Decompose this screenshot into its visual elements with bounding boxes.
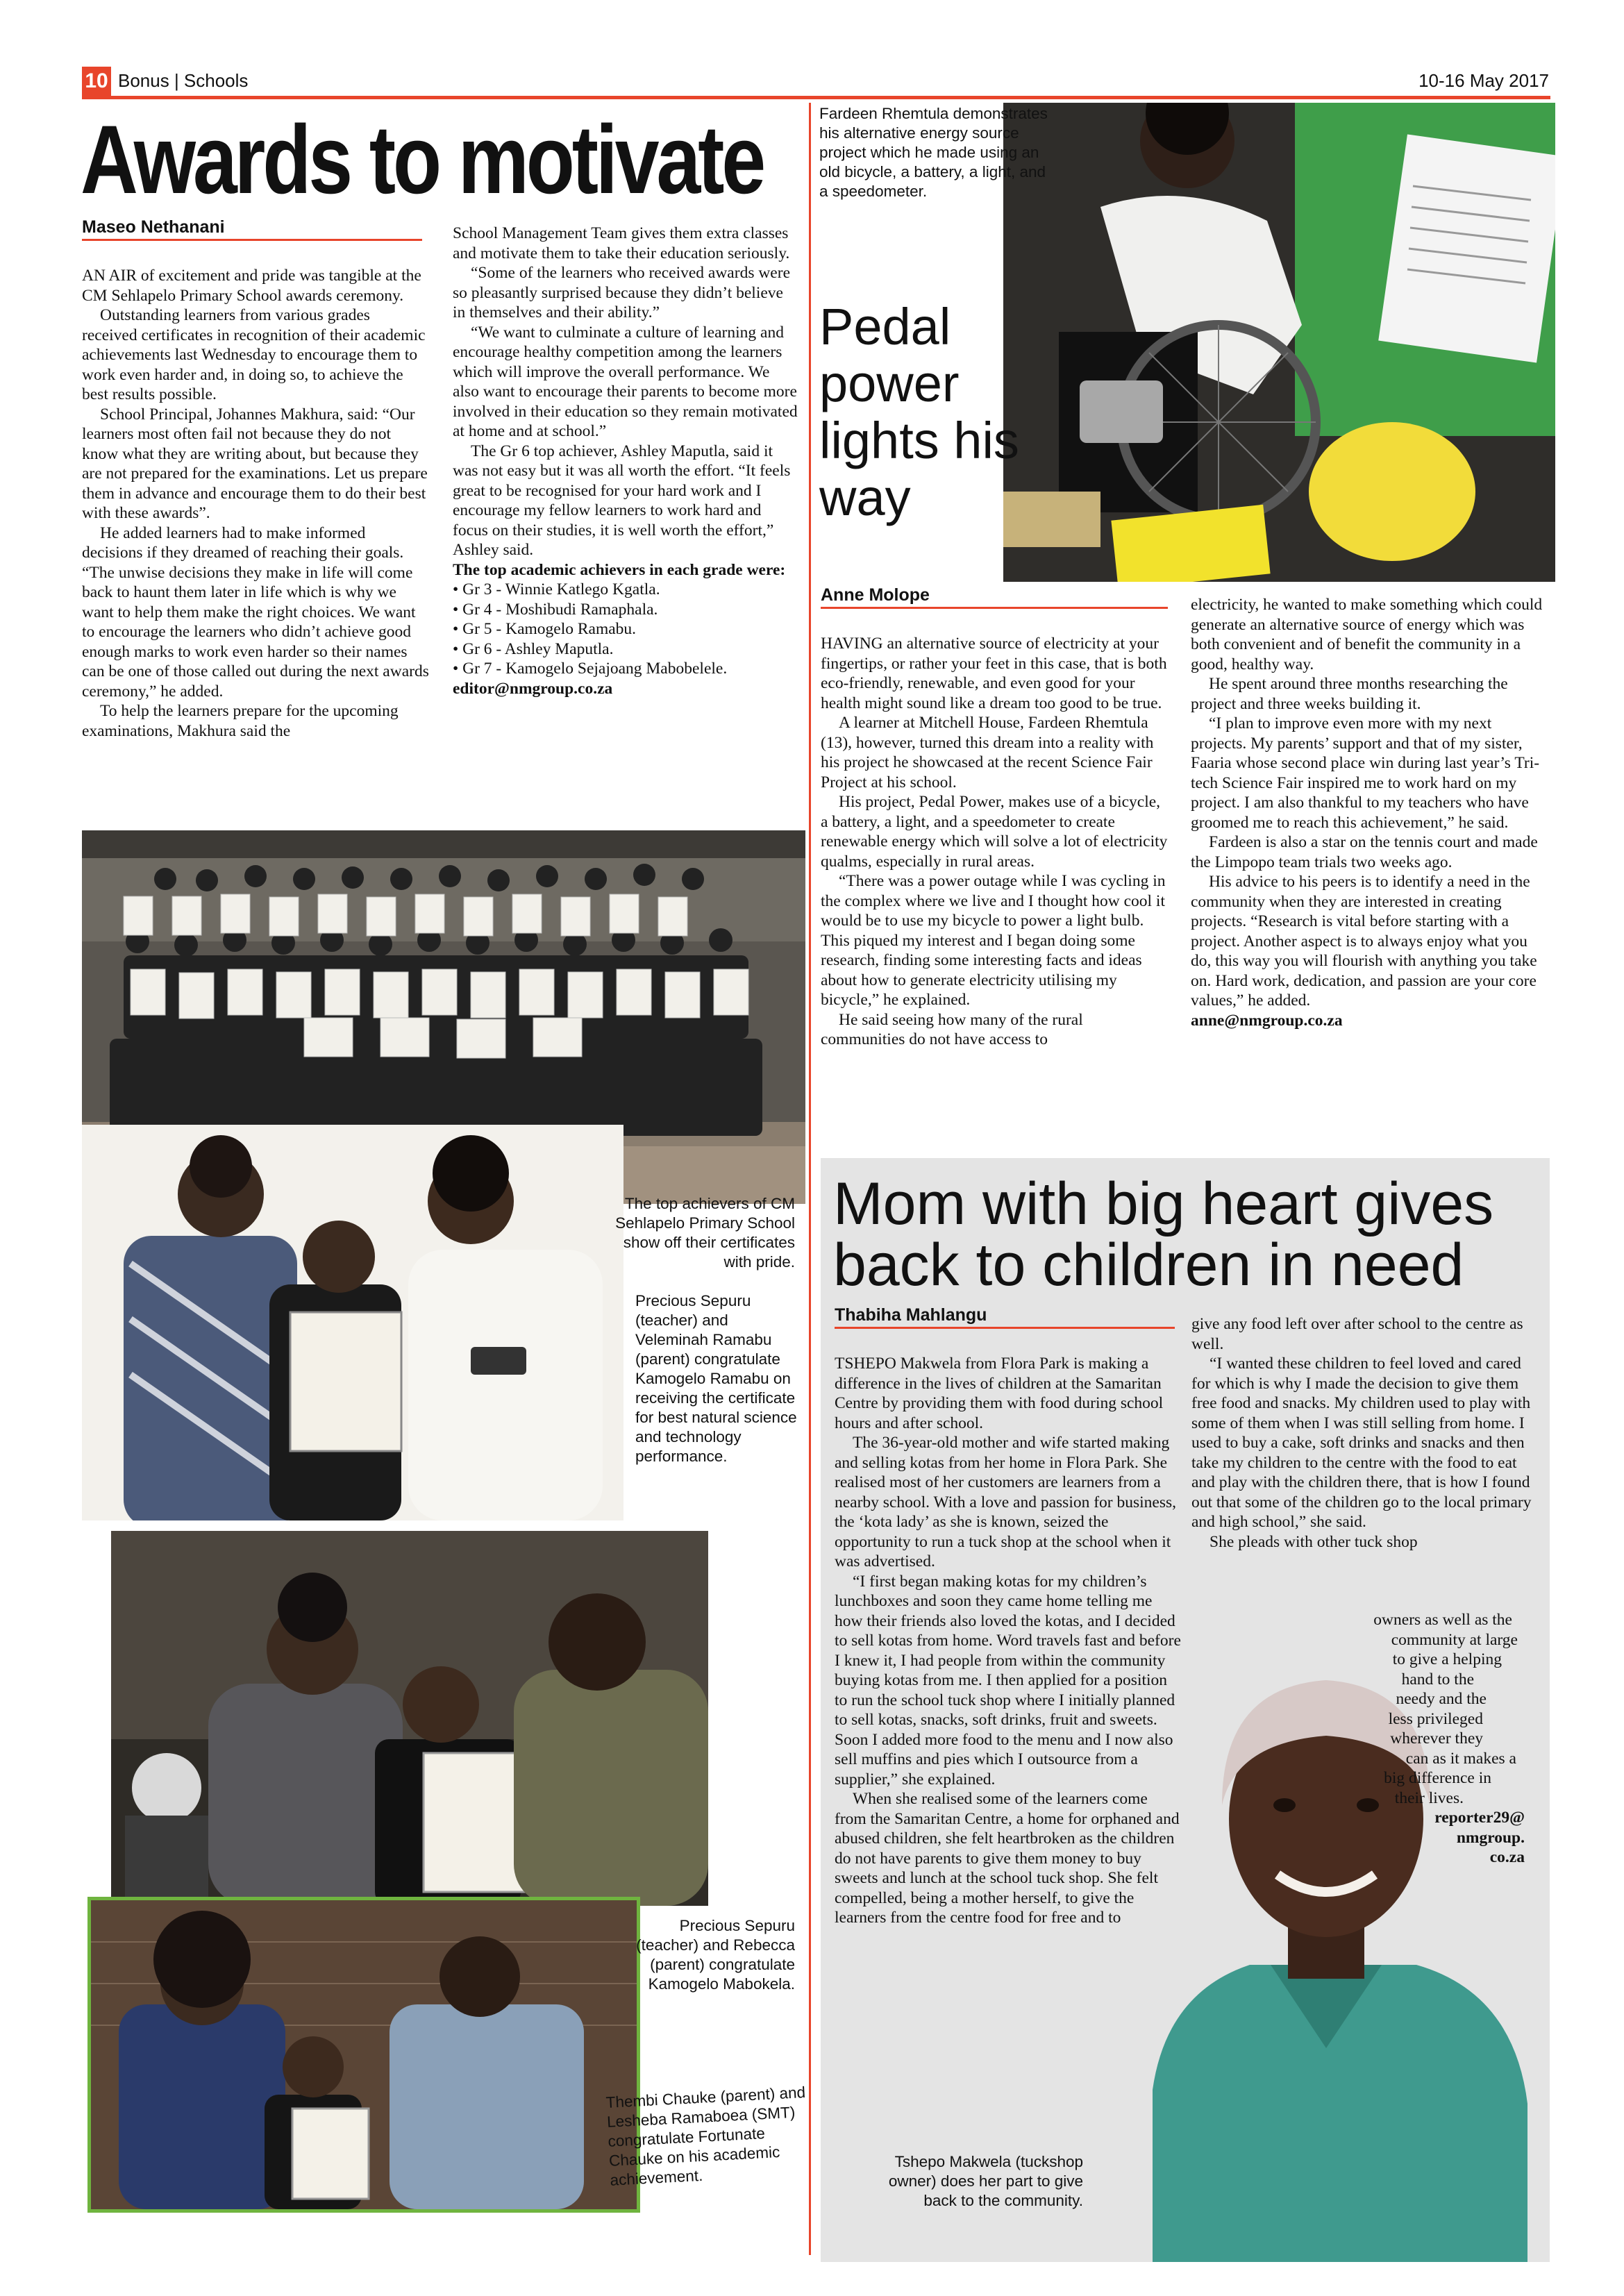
- list-item: • Gr 4 - Moshibudi Ramaphala.: [453, 600, 800, 620]
- paragraph: electricity, he wanted to make something which could generate an alternative source of energy which was both convenient and of benefit the community in a good, healthy way.: [1191, 596, 1543, 673]
- section-label: Bonus | Schools: [118, 70, 249, 91]
- page-number: 10: [82, 67, 111, 96]
- pedal-column-2: [1191, 595, 1548, 1030]
- text-line: wherever they: [1390, 1729, 1483, 1748]
- achievers-heading: The top academic achievers in each grade were:: [453, 560, 786, 579]
- paragraph: His advice to his peers is to identify a need in the community when they are interested in creating projects. “Research is vital before starting with a project. Another aspect is to always enjoy what you do, this way you will flourish with anything you take on. Hard work, dedication, and passion are your core values,” he added.: [1191, 873, 1537, 1009]
- list-item: • Gr 6 - Ashley Maputla.: [453, 639, 800, 660]
- paragraph: School Management Team gives them extra classes and motivate them to take their education seriously.: [453, 224, 790, 262]
- headline-pedal-power: Pedal power lights his way: [819, 298, 1019, 526]
- paragraph: She pleads with other tuck shop: [1209, 1532, 1418, 1551]
- achievers-list: [453, 580, 800, 679]
- paragraph: A learner at Mitchell House, Fardeen Rhemtula (13), however, turned this dream into a reality with his project he showcased at the recent Science Fair Project at his school.: [821, 714, 1154, 791]
- paragraph: His project, Pedal Power, makes use of a bicycle, a battery, a light, and a speedometer to create renewable energy which will solve a lot of electricity qualms, especially in rural areas.: [821, 793, 1168, 871]
- photo-ramabu: [82, 1125, 623, 1520]
- list-item: • Gr 7 - Kamogelo Sejajoang Mabobelele.: [453, 659, 800, 679]
- column-divider: [809, 103, 811, 2255]
- email-line: reporter29@: [1434, 1809, 1525, 1827]
- list-item: • Gr 3 - Winnie Katlego Kgatla.: [453, 580, 800, 600]
- paragraph: He said seeing how many of the rural communities do not have access to: [821, 1010, 1083, 1048]
- photo-chauke: [87, 1897, 640, 2213]
- paragraph: “I wanted these children to feel loved and cared for which is why I made the decision to give them free food and snacks. My children used to play with some of them when I was still selling from home. I used to buy a cake, soft drinks and snacks and then take my children to the centre with the food to eat and play with the children there, that is how I found out that some of the children go to the local primary and high school,” she said.: [1191, 1355, 1532, 1531]
- photo-fardeen-bicycle: [1003, 103, 1555, 582]
- text-line: owners as well as the: [1373, 1611, 1512, 1629]
- text-line: less privileged: [1388, 1709, 1483, 1728]
- list-item: • Gr 5 - Kamogelo Ramabu.: [453, 619, 800, 639]
- paragraph: School Principal, Johannes Makhura, said: “Our learners most often fail not because they do not know what they are writing about, but because they are not prepared for the examinations. Let us prepare them in advance and encourage them to do their best with these awards”.: [82, 405, 428, 522]
- awards-column-1: [82, 266, 429, 741]
- headline-mom: Mom with big heart gives back to children in need: [833, 1171, 1494, 1298]
- text-line: needy and the: [1396, 1690, 1487, 1708]
- paragraph: The Gr 6 top achiever, Ashley Maputla, said it was not easy but it was all worth the effort. “It feels great to be recognised for your hard work and I encourage my fellow learners to work hard and focus on their studies, it is well worth the effort,” Ashley said.: [453, 442, 791, 559]
- paragraph: HAVING an alternative source of electricity at your fingertips, or rather your feet in this case, that is both eco-friendly, renewable, and even good for your health might sound like a dream too good to be true.: [821, 635, 1167, 712]
- awards-column-2: [453, 224, 800, 698]
- text-line: community at large: [1391, 1630, 1518, 1649]
- email-pedal-power: anne@nmgroup.co.za: [1191, 1011, 1343, 1030]
- issue-date: 10-16 May 2017: [1418, 70, 1549, 91]
- caption-mabokela: Precious Sepuru (teacher) and Rebecca (parent) congratulate Kamogelo Mabokela.: [636, 1917, 795, 1993]
- paragraph: To help the learners prepare for the upcoming examinations, Makhura said the: [82, 702, 399, 740]
- paragraph: When she realised some of the learners come from the Samaritan Centre, a home for orphaned and abused children, she felt heartbroken as the children do not have parents to give them money to buy sweets and lunch at the school tuck shop. She felt compelled, being a mother herself, to give the learners from the centre food for free and to: [835, 1790, 1180, 1927]
- mom-wrap-text: [1191, 1610, 1533, 1868]
- paragraph: He added learners had to make informed decisions if they dreamed of reaching their goals. “The unwise decisions they make in life will come back to haunt them later in life which is why we want to help them make the right choices. We want to encourage the learners who didn’t achieve good enough marks to work even harder so their names can be one of those called out during the next awards ceremony,” he added.: [82, 523, 429, 701]
- email-line: co.za: [1489, 1848, 1525, 1866]
- caption-ramabu: Precious Sepuru (teacher) and Veleminah Ramabu (parent) congratulate Kamogelo Ramabu on receiving the certificate for best natural science and technology performance.: [635, 1292, 797, 1465]
- byline-mom: Thabiha Mahlangu: [835, 1303, 1175, 1329]
- paragraph: AN AIR of excitement and pride was tangible at the CM Sehlapelo Primary School awards ceremony.: [82, 267, 421, 305]
- caption-chauke: Thembi Chauke (parent) and Lesheba Ramaboea (SMT) congratulate Fortunate Chauke on his academic achievement.: [605, 2083, 806, 2189]
- byline-awards: Maseo Nethanani: [82, 215, 422, 241]
- caption-fardeen: Fardeen Rhemtula demonstrates his alternative energy source project which he made using an old bicycle, a battery, a light, and a speedometer.: [819, 105, 1048, 200]
- paragraph: The 36-year-old mother and wife started making and selling kotas from her home in Flora Park. She realised most of her customers are learners from a nearby school. With a love and passion for business, the ‘kota lady’ as she is known, seized the opportunity to run a tuck shop at the school when it was advertised.: [835, 1434, 1177, 1570]
- paragraph: Outstanding learners from various grades received certificates in recognition of their academic achievements last Wednesday to encourage them to work even harder and, in doing so, to achieve the best results possible.: [82, 306, 426, 403]
- paragraph: “There was a power outage while I was cycling in the complex where we live and I thought how cool it would be to use my bicycle to power a light bulb. This piqued my interest and I began doing some research, finding some interesting facts and ideas about how to generate electricity utilising my bicycle,” he explained.: [821, 872, 1166, 1009]
- byline-pedal-power: Anne Molope: [821, 583, 1168, 609]
- paragraph: TSHEPO Makwela from Flora Park is making a difference in the lives of children at the Samaritan Centre by providing them with food during school hours and after school.: [835, 1355, 1164, 1432]
- paragraph: “Some of the learners who received awards were so pleasantly surprised because they didn’t believe in themselves and their ability.”: [453, 264, 790, 321]
- email-awards: editor@nmgroup.co.za: [453, 679, 613, 698]
- mom-column-2: [1191, 1314, 1539, 1552]
- photo-mabokela: [111, 1531, 708, 1906]
- caption-group: The top achievers of CM Sehlapelo Primary School show off their certificates with pride.: [615, 1195, 795, 1271]
- pedal-column-1: [821, 634, 1168, 1050]
- paragraph: give any food left over after school to the centre as well.: [1191, 1315, 1523, 1353]
- text-line: can as it makes a: [1405, 1749, 1516, 1768]
- paragraph: “I first began making kotas for my children’s lunchboxes and soon they came home telling me how their friends also loved the kotas, and I decided to sell kotas from home. Word travels fast and before I knew it, I had people from within the community buying kotas from me. I then applied for a position to run the school tuck shop where I initially planned to sell kotas, snacks, soft drinks, fruit and sweets. Soon I added more food to the menu and I now also sell muffins and pies which I outsource from a supplier,” she explained.: [835, 1572, 1181, 1788]
- text-line: big difference in: [1384, 1769, 1491, 1787]
- paragraph: He spent around three months researching the project and three weeks building it.: [1191, 675, 1508, 713]
- mom-column-1: [835, 1354, 1182, 1928]
- paragraph: “I plan to improve even more with my next projects. My parents’ support and that of my sister, Faaria whose second place win during last year’s Tri-tech Science Fair inspired me to work hard on my project. I am also thankful to my teachers who have groomed me to reach this achievement,” he said.: [1191, 714, 1540, 832]
- text-line: to give a helping: [1392, 1650, 1502, 1668]
- text-line: hand to the: [1401, 1670, 1474, 1689]
- headline-awards: Awards to motivate: [81, 105, 764, 214]
- text-line: their lives.: [1394, 1788, 1464, 1807]
- paragraph: “We want to culminate a culture of learning and encourage healthy competition among the learners which will improve the overall performance. We also want to encourage their parents to become more involved in their education so they remain motivated at home and at school.”: [453, 323, 798, 440]
- header-rule: [82, 96, 1550, 99]
- email-line: nmgroup.: [1456, 1828, 1525, 1847]
- paragraph: Fardeen is also a star on the tennis court and made the Limpopo team trials two weeks ago.: [1191, 833, 1538, 871]
- caption-tshepo: Tshepo Makwela (tuckshop owner) does her part to give back to the community.: [888, 2153, 1083, 2209]
